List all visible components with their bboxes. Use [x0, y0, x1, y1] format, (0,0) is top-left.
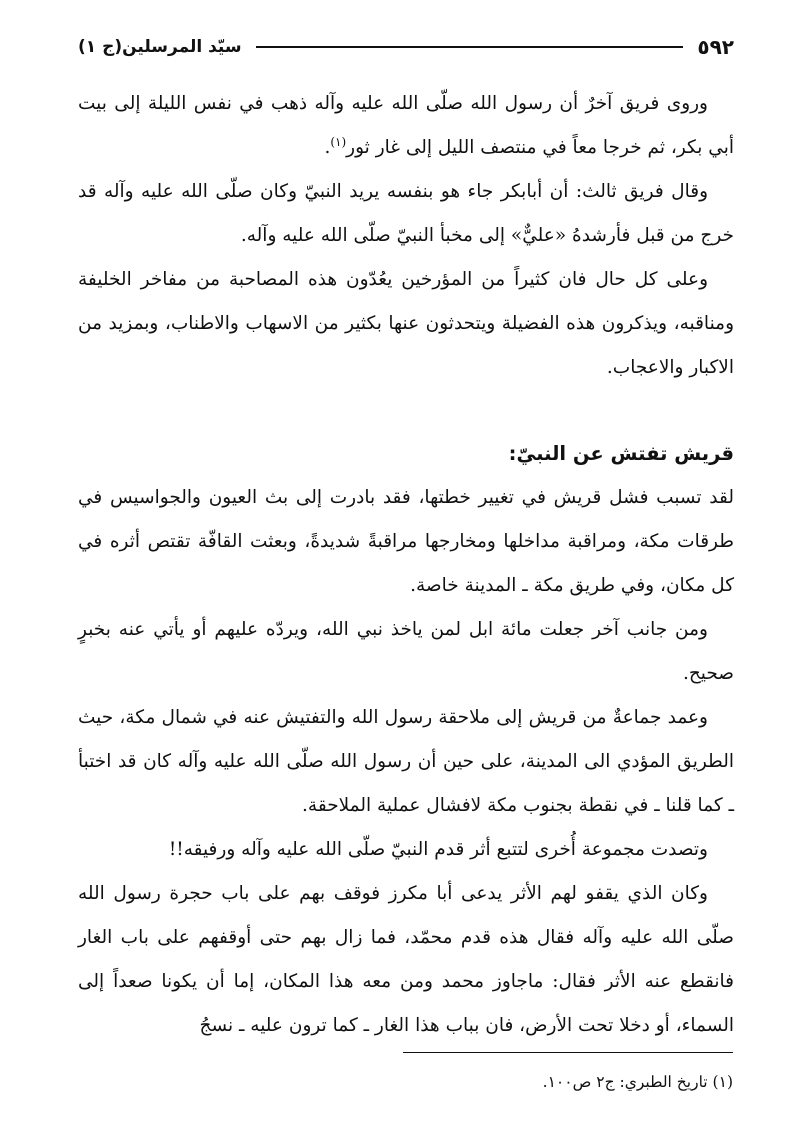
paragraph [78, 82, 734, 170]
footnote-rule [403, 1052, 733, 1053]
running-header [78, 30, 734, 64]
paragraph: ومن جانب آخر جعلت مائة ابل لمن ياخذ نبي الله، ويردّه عليهم أو يأتي عنه بخبرٍ صحيح. [78, 619, 734, 684]
book-title: سيّد المرسلين(ج ١) [78, 37, 242, 57]
page-number: ٥٩٢ [697, 35, 734, 59]
paragraph: وقال فريق ثالث: أن أبابكر جاء هو بنفسه يريد النبيّ وكان صلّى الله عليه وآله قد خرج من قبل فأرشدهُ «عليٌّ» إلى مخبأ النبيّ صلّى الله عليه وآله. [78, 181, 734, 246]
header-rule [256, 46, 684, 48]
paragraph: لقد تسبب فشل قريش في تغيير خطتها، فقد بادرت إلى بث العيون والجواسيس في طرقات مكة، ومراقبة مداخلها ومخارجها مراقبةً شديدةً، وبعثت القافّة تقتص أثره في كل مكان، وفي طريق مكة ـ المدينة خاصة. [78, 487, 734, 596]
paragraph: وتصدت مجموعة أُخرى لتتبع أثر قدم النبيّ صلّى الله عليه وآله ورفيقه!! [168, 839, 708, 860]
paragraph: وعلى كل حال فان كثيراً من المؤرخين يعُدّون هذه المصاحبة من مفاخر الخليفة ومناقبه، ويذكرون هذه الفضيلة ويتحدثون عنها بكثير من الاسهاب والاطناب، وبمزيد من الاكبار والاعجاب. [78, 269, 734, 378]
footnote-reference: (١) [330, 134, 347, 149]
paragraph-tail: . [324, 137, 331, 158]
footnote: (١) تاريخ الطبري: ج٢ ص١٠٠. [542, 1073, 733, 1091]
section-heading: قريش تفتش عن النبيّ: [508, 442, 734, 465]
paragraph: وكان الذي يقفو لهم الأثر يدعى أبا مكرز فوقف بهم على باب حجرة رسول الله صلّى الله عليه وآله فقال هذه قدم محمّد، فما زال بهم حتى أوقفهم على باب الغار فانقطع عنه الأثر فقال: ماجاوز محمد ومن معه هذا المكان، إما أن يكونا صعداً إلى السماء، أو دخلا تحت الأرض، فان بباب هذا الغار ـ كما ترون عليه ـ نسجُ [78, 883, 734, 1036]
paragraph-text: وروى فريق آخرٌ أن رسول الله صلّى الله عليه وآله ذهب في نفس الليلة إلى بيت أبي بكر، ثم خرجا معاً في منتصف الليل إلى غار ثور [78, 93, 734, 158]
paragraph: وعمد جماعةٌ من قريش إلى ملاحقة رسول الله والتفتيش عنه في شمال مكة، حيث الطريق المؤدي الى المدينة، على حين أن رسول الله صلّى الله عليه وآله كان قد اختبأ ـ كما قلنا ـ في نقطة بجنوب مكة لافشال عملية الملاحقة. [78, 707, 734, 816]
body-text [78, 82, 734, 1048]
